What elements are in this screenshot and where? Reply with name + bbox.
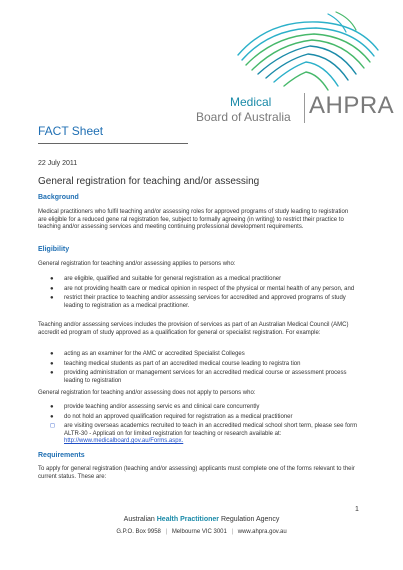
list-item: ● are eligible, qualified and suitable for general registration as a medical practitioner [50,276,282,282]
brand-medical: Medical [230,95,272,109]
list-item: ● provide teaching and/or assessing servic es and clinical care concurrently [50,404,260,410]
bullet-icon: ● [50,276,54,282]
brand-board-of-australia: Board of Australia [196,110,291,124]
footer-agency: Australian Health Practitioner Regulation Agency [123,516,280,523]
forms-link[interactable]: http://www.medicalboard.gov.au/Forms.aspx. [64,438,184,445]
footer-web[interactable]: www.ahpra.gov.au [237,529,287,535]
bullet-icon: ● [50,285,54,292]
bullet-icon: ● [50,413,54,420]
list-item: ● do not hold an approved qualification required for registration as a medical practitioner [50,413,293,420]
eligibility-list [38,276,358,312]
footer-address [0,529,403,535]
services-text: Teaching and/or assessing services includes the provision of services as part of an Australian Medical Council (AMC) accredit ed program of study approved as a qualification for general or specialist registration. For example: [38,322,349,336]
list-item: ● acting as an examiner for the AMC or accredited Specialist Colleges [50,351,245,357]
requirements-text: To apply for general registration (teaching and/or assessing) applicants must complete one of the forms relevant to their current status. These are: [38,466,355,480]
hollow-bullet-icon: ◻ [50,423,55,430]
bullet-icon: ● [50,360,54,367]
services-list [38,351,358,387]
footer-city: Melbourne VIC 3001 [171,529,227,535]
background-heading: Background [38,194,79,201]
list-item: ● are not providing health care or medical opinion in respect of the physical or mental health of any person, and [50,285,355,292]
eligibility-heading: Eligibility [38,246,70,253]
requirements-heading: Requirements [38,452,85,459]
footer-separator: | [165,529,168,535]
ahpra-logo-icon [228,10,388,100]
list-item: ● teaching medical students as part of an accredited medical course leading to registra tion [50,360,301,367]
brand-divider [304,93,305,123]
document-date: 22 July 2011 [38,160,78,167]
bullet-icon: ● [50,295,54,302]
page-title: General registration for teaching and/or assessing [38,176,260,187]
page-number: 1 [355,506,359,513]
bullet-icon: ● [50,370,54,377]
eligibility-intro: General registration for teaching and/or assessing applies to persons who: [38,261,236,267]
fact-sheet-title: FACT Sheet [38,124,104,138]
not-apply-text: General registration for teaching and/or assessing does not apply to persons who: [38,390,256,396]
footer-box: G.P.O. Box 9958 [116,529,161,535]
footer-separator: | [231,529,234,535]
not-apply-list [38,404,358,448]
list-item: ● restrict their practice to teaching and/or assessing services for accredited and approved programs of study leading to registration as a medical practitioner. [50,295,346,309]
bullet-icon: ● [50,351,54,357]
fact-sheet-rule [38,143,188,144]
background-text: Medical practitioners who fulfil teaching and/or assessing roles for approved programs of study leading to registration are eligible for a reduced gene ral registration fee, subject to formally agreeing (in writing) to restrict their practice to teaching and/or assessing services and meeting continuing professional development requirements. [38,209,349,231]
list-item: ◻ are visiting overseas academics recruited to teach in an accredited medical school short term, please see form ALTR-30 - Applicati on for limited registration for teaching or research available at: http://www.medicalboard.gov.au/Forms.aspx. [50,423,358,445]
list-item: ● providing administration or management services for an accredited medical course or assessment process leading to registration [50,370,347,384]
bullet-icon: ● [50,404,54,410]
brand-ahpra: AHPRA [309,92,395,119]
